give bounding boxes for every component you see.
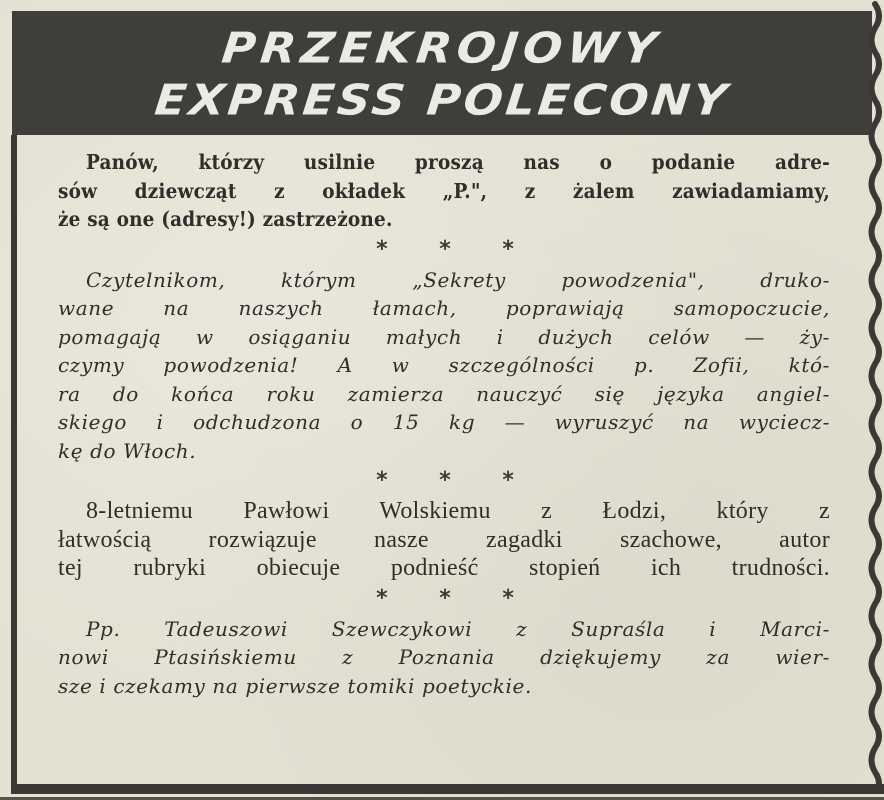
notice-line: sze i czekamy na pierwsze tomiki poetyckie.: [58, 673, 532, 698]
notice-line: Pp. Tadeuszowi Szewczykowi z Supraśla i Marci-: [86, 616, 830, 641]
column-title-line-1: PRZEKROJOWY: [219, 23, 665, 73]
notice-line: skiego i odchudzona o 15 kg — wyruszyć na wyciecz-: [58, 410, 830, 434]
separator-stars: * * *: [376, 236, 536, 262]
box-bottom-border: [11, 784, 884, 794]
notice-line: nowi Ptasińskiemu z Poznania dziękujemy za wier-: [58, 645, 830, 669]
notice-1-cover-girls: [58, 148, 830, 234]
notice-line: czymy powodzenia! A w szczególności p. Zofii, któ-: [58, 353, 830, 377]
column-header-band: [12, 11, 872, 135]
column-content: [58, 148, 830, 700]
notice-line: tej rubryki obiecuje podnieść stopień ich trudności.: [58, 555, 830, 581]
separator-stars: * * *: [376, 585, 536, 611]
notice-line: 8-letniemu Pawłowi Wolskiemu z Łodzi, który z: [86, 498, 830, 524]
notice-line: kę do Włoch.: [58, 438, 197, 463]
notice-line: Czytelnikom, którym „Sekrety powodzenia", druko-: [86, 267, 830, 292]
notice-line: Panów, którzy usilnie proszą nas o podanie adre-: [86, 150, 830, 174]
column-title-line-2: EXPRESS POLECONY: [152, 75, 732, 125]
notice-2-secrets-of-success: [58, 266, 830, 466]
wavy-right-border: [864, 0, 884, 790]
notice-3-chess-puzzles: [58, 497, 830, 583]
notice-line: sów dziewcząt z okładek „P.", z żalem zawiadamiamy,: [58, 178, 830, 203]
notice-line: łatwością rozwiązuje nasze zagadki szachowe, autor: [58, 526, 830, 553]
notice-4-poems: [58, 615, 830, 701]
notice-line: ra do końca roku zamierza nauczyć się języka angiel-: [58, 381, 830, 406]
notice-line: wane na naszych łamach, poprawiają samopoczucie,: [58, 296, 830, 320]
separator-stars: * * *: [376, 468, 536, 493]
notice-line: pomagają w osiąganiu małych i dużych celów — ży-: [58, 324, 830, 349]
box-left-border: [11, 135, 17, 789]
notice-line: że są one (adresy!) zastrzeżone.: [58, 207, 393, 231]
